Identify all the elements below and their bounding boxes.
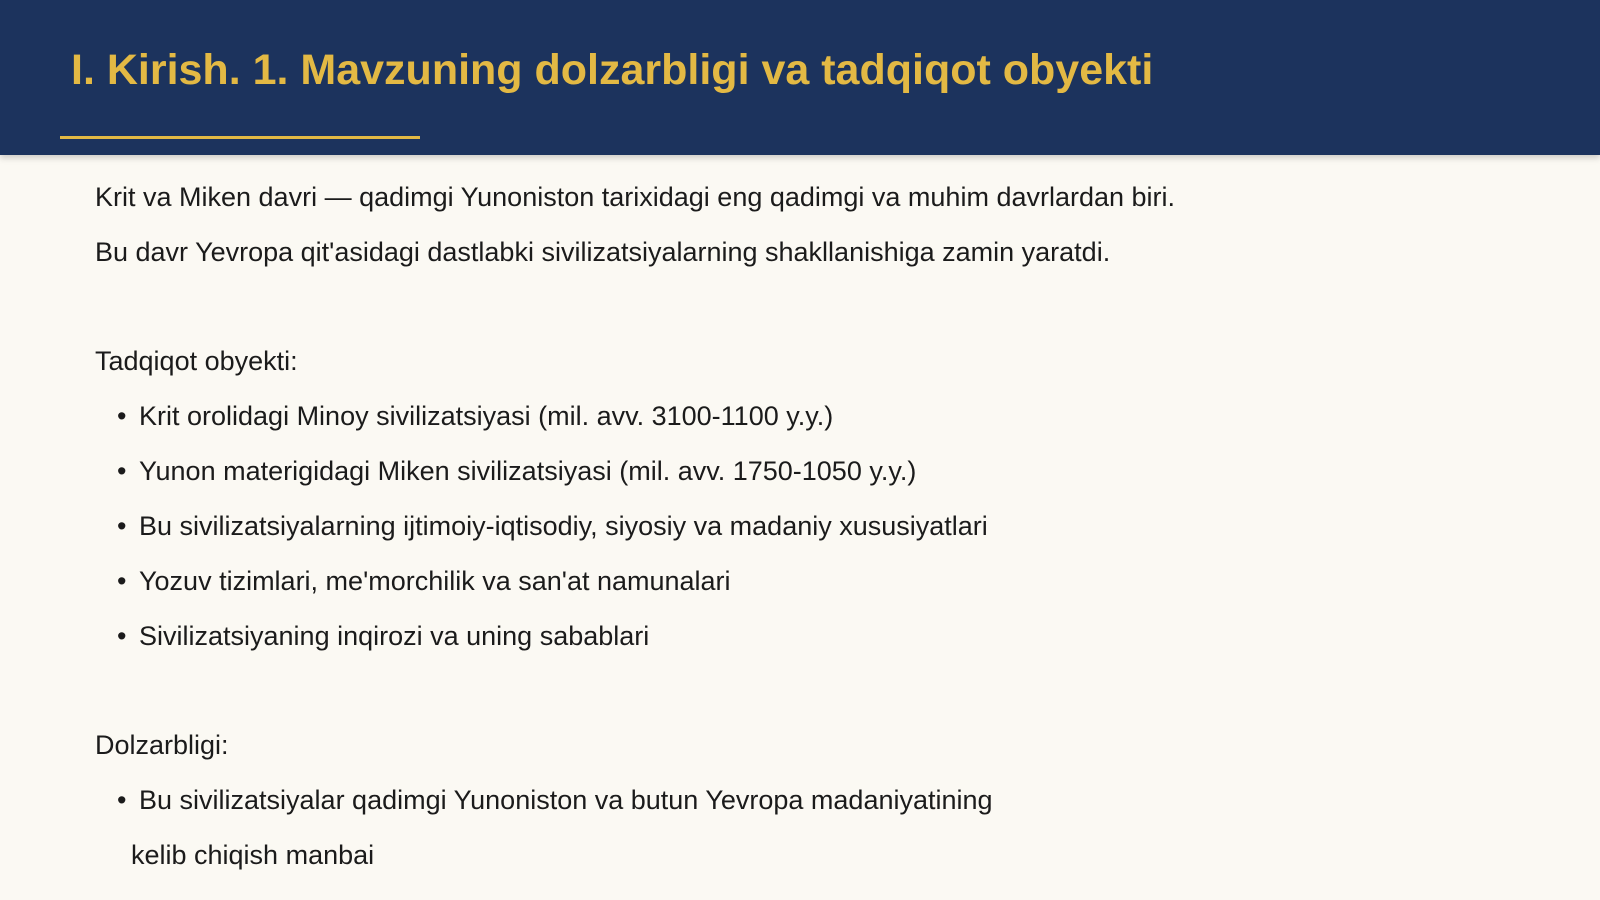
intro-line-2: Bu davr Yevropa qit'asidagi dastlabki sivilizatsiyalarning shakllanishiga zamin yaratdi. [95,237,1111,267]
object-item-text: Yunon materigidagi Miken sivilizatsiyasi (mil. avv. 1750-1050 y.y.) [139,456,917,486]
object-item-text: Sivilizatsiyaning inqirozi va uning sabablari [139,621,650,651]
object-heading: Tadqiqot obyekti: [95,346,298,376]
bullet-icon: • [117,511,127,541]
bullet-icon: • [117,621,127,651]
object-item-text: Krit orolidagi Minoy sivilizatsiyasi (mil. avv. 3100-1100 y.y.) [139,401,834,431]
relevance-heading: Dolzarbligi: [95,730,229,760]
object-item [117,456,916,487]
object-item-text: Yozuv tizimlari, me'morchilik va san'at namunalari [139,566,731,596]
bullet-icon: • [117,401,127,431]
slide-title: I. Kirish. 1. Mavzuning dolzarbligi va tadqiqot obyekti [71,46,1154,94]
object-item [117,401,833,432]
object-item [117,621,649,652]
object-item [117,511,988,542]
object-item-text: Bu sivilizatsiyalarning ijtimoiy-iqtisodiy, siyosiy va madaniy xususiyatlari [139,511,988,541]
title-underline [60,136,420,139]
relevance-item [117,785,993,816]
bullet-icon: • [117,566,127,596]
bullet-icon: • [117,456,127,486]
intro-line-1: Krit va Miken davri — qadimgi Yunoniston tarixidagi eng qadimgi va muhim davrlardan biri. [95,182,1176,212]
object-item [117,566,731,597]
title-bar [0,0,1600,155]
relevance-item-text: Bu sivilizatsiyalar qadimgi Yunoniston va butun Yevropa madaniyatining [139,785,993,815]
bullet-icon: • [117,785,127,815]
relevance-item-continuation: kelib chiqish manbai [131,840,375,870]
